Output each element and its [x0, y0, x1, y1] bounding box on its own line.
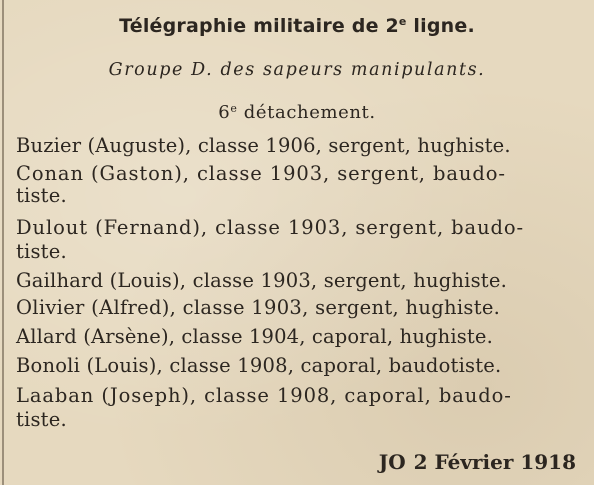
- detachment-superscript: e: [230, 102, 238, 115]
- entry-laaban: Laaban (Joseph), classe 1908, caporal, baudo-: [16, 384, 512, 407]
- entry-olivier: Olivier (Alfred), classe 1903, sergent, hughiste.: [16, 296, 501, 319]
- entry-gailhard: Gailhard (Louis), classe 1903, sergent, hughiste.: [16, 269, 507, 292]
- publication-date: [379, 449, 576, 475]
- entry-buzier: Buzier (Auguste), classe 1906, sergent, hughiste.: [16, 134, 511, 157]
- heading-text: Télégraphie militaire de 2: [119, 15, 399, 37]
- entry-dulout: Dulout (Fernand), classe 1903, sergent, baudo-: [16, 216, 525, 239]
- detachment-number: 6: [218, 102, 231, 123]
- heading-superscript: e: [398, 15, 407, 28]
- detachment-label: détachement.: [237, 102, 376, 123]
- group-subheading: Groupe D. des sapeurs manipulants.: [108, 60, 486, 80]
- heading-text-end: ligne.: [406, 15, 475, 37]
- entry-conan: Conan (Gaston), classe 1903, sergent, baudo-: [16, 162, 506, 185]
- journal-abbreviation: JO: [378, 450, 406, 474]
- entry-conan-cont: tiste.: [16, 184, 67, 207]
- detachment-heading: [0, 97, 594, 125]
- entry-dulout-cont: tiste.: [16, 240, 67, 263]
- date-text: 2 Février 1918: [413, 450, 576, 474]
- section-heading: [0, 10, 594, 38]
- entry-bonoli: Bonoli (Louis), classe 1908, caporal, baudotiste.: [16, 354, 502, 377]
- entry-laaban-cont: tiste.: [16, 408, 67, 431]
- entry-allard: Allard (Arsène), classe 1904, caporal, hughiste.: [16, 325, 493, 348]
